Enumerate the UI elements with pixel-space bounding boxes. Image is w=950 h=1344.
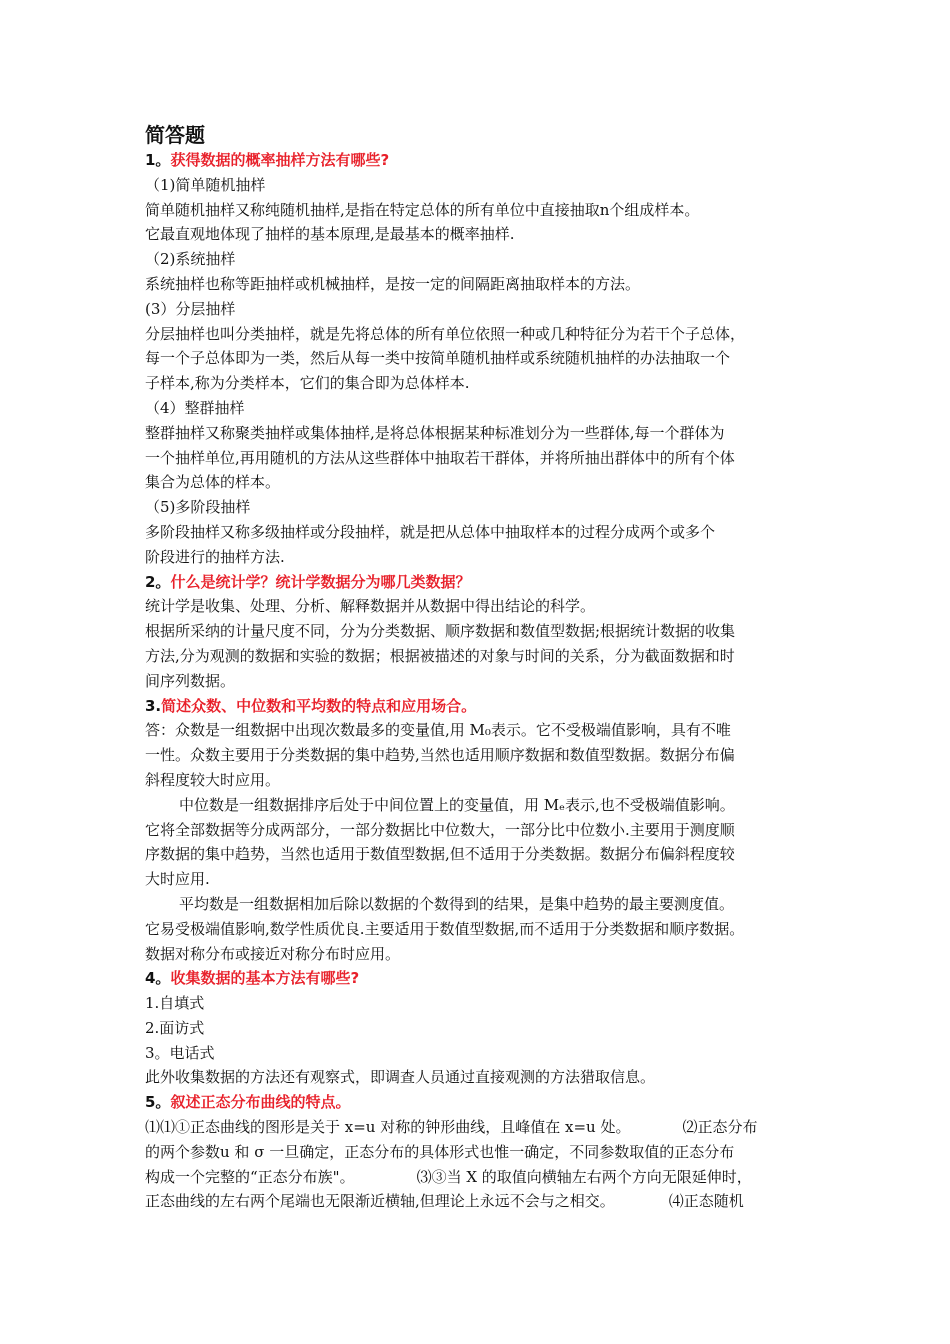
text-line: 数据对称分布或接近对称分布时应用。 [145,944,401,963]
text-line: 根据所采纳的计量尺度不同，分为分类数据、顺序数据和数值型数据;根据统计数据的收集 [145,622,736,641]
text-line [145,1165,825,1190]
text-segment: ⑴⑴①正态曲线的图形是关于 x=u 对称的钟形曲线，且峰值在 x=u 处。 [145,1118,631,1137]
text-line-indented: 中位数是一组数据排序后处于中间位置上的变量值，用 Mₑ表示,也不受极端值影响。 [179,795,735,814]
text-line: 多阶段抽样又称多级抽样或分段抽样，就是把从总体中抽取样本的过程分成两个或多个 [145,522,716,541]
question-number: 5。 [145,1093,171,1112]
text-line: 3。电话式 [145,1043,215,1062]
text-line: 系统抽样也称等距抽样或机械抽样，是按一定的间隔距离抽取样本的方法。 [145,274,641,293]
text-line: 集合为总体的样本。 [145,473,281,492]
text-line: 简单随机抽样又称纯随机抽样,是指在特定总体的所有单位中直接抽取n个组成样本。 [145,200,700,219]
text-segment: ⑵正态分布 [682,1118,758,1137]
text-line: 一个抽样单位,再用随机的方法从这些群体中抽取若干群体，并将所抽出群体中的所有个体 [145,448,735,467]
text-line [145,1189,825,1214]
text-line: 分层抽样也叫分类抽样，就是先将总体的所有单位依照一种或几种特征分为若干个子总体， [145,324,746,343]
text-line: 一性。众数主要用于分类数据的集中趋势,当然也适用顺序数据和数值型数据。数据分布偏 [145,746,735,765]
question-3 [145,694,825,719]
question-heading: 什么是统计学？统计学数据分为哪几类数据？ [170,572,471,591]
text-line: (3）分层抽样 [145,299,236,318]
text-line: （1)简单随机抽样 [145,175,266,194]
text-line: 统计学是收集、处理、分析、解释数据并从数据中得出结论的科学。 [145,597,596,616]
text-line: （4）整群抽样 [145,398,245,417]
question-heading: 获得数据的概率抽样方法有哪些? [170,151,390,169]
text-segment: 构成一个完整的“正态分布族"。 [145,1167,355,1186]
text-line: 整群抽样又称聚类抽样或集体抽样,是将总体根据某种标准划分为一些群体,每一个群体为 [145,423,725,442]
text-line: 的两个参数u 和 σ 一旦确定，正态分布的具体形式也惟一确定，不同参数取值的正态分布 [145,1142,735,1161]
text-line [145,1115,825,1140]
question-4 [145,966,825,991]
text-line: （2)系统抽样 [145,250,236,269]
question-number: 1。 [145,151,171,169]
text-segment: 正态曲线的左右两个尾端也无限渐近横轴,但理论上永远不会与之相交。 [145,1192,615,1211]
question-heading: 收集数据的基本方法有哪些? [170,969,360,988]
text-line: 大时应用. [145,870,210,889]
question-number: 2。 [145,572,171,591]
text-line: 间序列数据。 [145,671,236,690]
question-number: 3. [145,696,162,715]
text-line: 答：众数是一组数据中出现次数最多的变量值,用 M₀表示。它不受极端值影响，具有不唯 [145,721,731,740]
text-line: 它易受极端值影响,数学性质优良.主要适用于数值型数据,而不适用于分类数据和顺序数据。 [145,919,745,938]
page-title: 简答题 [145,123,205,147]
text-line: 阶段进行的抽样方法. [145,547,285,566]
question-heading: 简述众数、中位数和平均数的特点和应用场合。 [161,696,477,715]
text-line: 每一个子总体即为一类，然后从每一类中按简单随机抽样或系统随机抽样的办法抽取一个 [145,349,731,368]
text-line: 2.面访式 [145,1018,205,1037]
text-line: 子样本,称为分类样本，它们的集合即为总体样本. [145,374,470,393]
question-5 [145,1090,825,1115]
question-1 [145,148,825,173]
text-line: 此外收集数据的方法还有观察式，即调查人员通过直接观测的方法猎取信息。 [145,1068,656,1087]
text-line: 方法,分为观测的数据和实验的数据；根据被描述的对象与时间的关系，分为截面数据和时 [145,646,735,665]
text-segment: ⑷正态随机 [668,1192,744,1211]
question-heading: 叙述正态分布曲线的特点。 [170,1093,351,1112]
text-line: 1.自填式 [145,994,205,1013]
question-number: 4。 [145,969,171,988]
text-line: 它最直观地体现了抽样的基本原理,是最基本的概率抽样. [145,225,515,244]
text-line: （5)多阶段抽样 [145,498,251,517]
text-segment: ⑶③当 X 的取值向横轴左右两个方向无限延伸时， [416,1167,752,1186]
text-line-indented: 平均数是一组数据相加后除以数据的个数得到的结果，是集中趋势的最主要测度值。 [179,894,735,913]
text-line: 序数据的集中趋势，当然也适用于数值型数据,但不适用于分类数据。数据分布偏斜程度较 [145,845,735,864]
text-line: 斜程度较大时应用。 [145,770,281,789]
text-line: 它将全部数据等分成两部分，一部分数据比中位数大，一部分比中位数小.主要用于测度顺 [145,820,735,839]
question-2 [145,570,825,595]
document-content [145,122,825,1214]
